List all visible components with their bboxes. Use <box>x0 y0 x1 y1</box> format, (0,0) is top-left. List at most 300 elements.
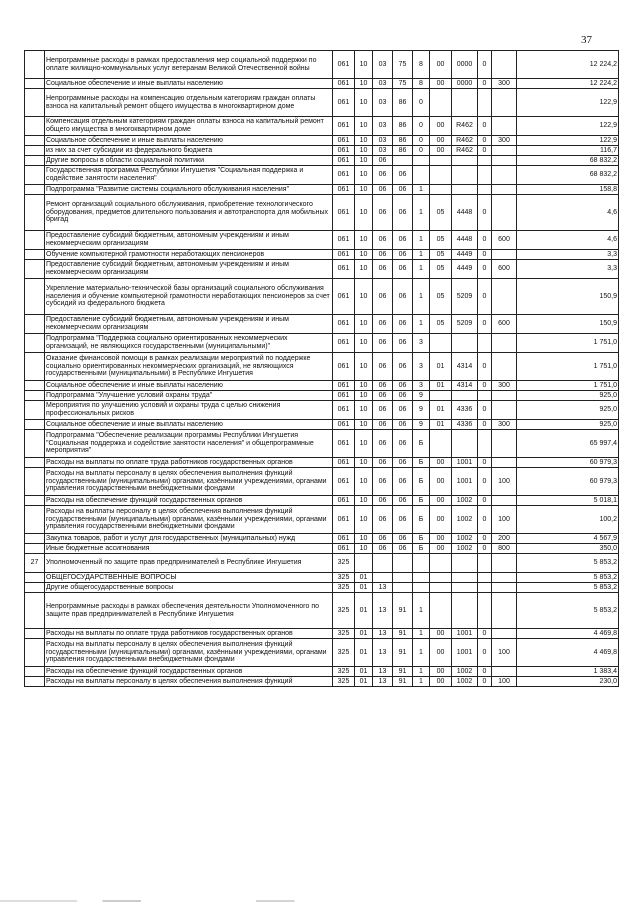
activity-code <box>430 554 452 573</box>
table-row <box>25 166 619 185</box>
section-code: 10 <box>355 401 373 420</box>
row-amount: 60 979,3 <box>517 468 619 496</box>
program-code: 06 <box>393 334 413 353</box>
direction-code: 1002 <box>452 506 478 534</box>
table-row <box>25 573 619 583</box>
activity-code: 05 <box>430 260 452 279</box>
extra-code <box>478 156 492 166</box>
table-row <box>25 677 619 687</box>
table-row <box>25 353 619 381</box>
subprogram-code <box>413 554 430 573</box>
subsection-code: 03 <box>373 79 393 89</box>
table-row <box>25 496 619 506</box>
section-code: 10 <box>355 117 373 136</box>
section-code <box>355 554 373 573</box>
ministry-code: 061 <box>333 136 355 146</box>
program-code: 06 <box>393 279 413 315</box>
extra-code: 0 <box>478 639 492 667</box>
ministry-code: 061 <box>333 401 355 420</box>
direction-code: 1002 <box>452 677 478 687</box>
extra-code: 0 <box>478 401 492 420</box>
row-name: Социальное обеспечение и иные выплаты населению <box>45 79 333 89</box>
subprogram-code: 1 <box>413 260 430 279</box>
ministry-code: 061 <box>333 51 355 79</box>
expense-type-code <box>492 185 517 195</box>
expense-type-code <box>492 496 517 506</box>
row-amount: 122,9 <box>517 117 619 136</box>
extra-code <box>478 166 492 185</box>
ministry-code: 061 <box>333 156 355 166</box>
activity-code: 00 <box>430 496 452 506</box>
row-number <box>25 315 45 334</box>
row-amount: 12 224,2 <box>517 51 619 79</box>
section-code: 01 <box>355 677 373 687</box>
row-number <box>25 279 45 315</box>
row-number <box>25 677 45 687</box>
subprogram-code: 8 <box>413 79 430 89</box>
ministry-code: 325 <box>333 639 355 667</box>
direction-code: 1001 <box>452 629 478 639</box>
subsection-code: 06 <box>373 468 393 496</box>
row-amount: 1 751,0 <box>517 381 619 391</box>
section-code: 10 <box>355 420 373 430</box>
direction-code <box>452 156 478 166</box>
table-row <box>25 334 619 353</box>
row-number <box>25 639 45 667</box>
row-amount: 12 224,2 <box>517 79 619 89</box>
row-number <box>25 430 45 458</box>
table-row <box>25 534 619 544</box>
subsection-code: 03 <box>373 117 393 136</box>
row-name: Социальное обеспечение и иные выплаты населению <box>45 381 333 391</box>
ministry-code: 061 <box>333 534 355 544</box>
row-number <box>25 391 45 401</box>
direction-code: 4314 <box>452 353 478 381</box>
ministry-code: 061 <box>333 506 355 534</box>
scan-edge-smudge <box>0 900 640 902</box>
row-name: Расходы на выплаты по оплате труда работников государственных органов <box>45 629 333 639</box>
subprogram-code: 0 <box>413 89 430 117</box>
extra-code: 0 <box>478 231 492 250</box>
expense-type-code: 300 <box>492 420 517 430</box>
program-code: 06 <box>393 185 413 195</box>
table-row <box>25 195 619 231</box>
expense-type-code <box>492 554 517 573</box>
activity-code <box>430 89 452 117</box>
program-code: 06 <box>393 231 413 250</box>
section-code: 10 <box>355 89 373 117</box>
expense-type-code: 300 <box>492 79 517 89</box>
extra-code <box>478 583 492 593</box>
activity-code <box>430 166 452 185</box>
expense-type-code <box>492 353 517 381</box>
direction-code: 1001 <box>452 639 478 667</box>
row-amount: 1 751,0 <box>517 334 619 353</box>
ministry-code: 061 <box>333 468 355 496</box>
section-code: 10 <box>355 156 373 166</box>
activity-code <box>430 334 452 353</box>
subprogram-code: 1 <box>413 315 430 334</box>
table-row <box>25 315 619 334</box>
expense-type-code <box>492 458 517 468</box>
row-name: Социальное обеспечение и иные выплаты населению <box>45 420 333 430</box>
row-name: Социальное обеспечение и иные выплаты населению <box>45 136 333 146</box>
subprogram-code: 9 <box>413 420 430 430</box>
subsection-code: 13 <box>373 583 393 593</box>
subsection-code: 06 <box>373 156 393 166</box>
subsection-code: 13 <box>373 667 393 677</box>
subsection-code: 03 <box>373 89 393 117</box>
subsection-code: 06 <box>373 381 393 391</box>
row-name: ОБЩЕГОСУДАРСТВЕННЫЕ ВОПРОСЫ <box>45 573 333 583</box>
extra-code: 0 <box>478 315 492 334</box>
activity-code: 05 <box>430 315 452 334</box>
budget-rows <box>25 51 619 687</box>
subprogram-code: 3 <box>413 381 430 391</box>
table-row <box>25 544 619 554</box>
activity-code <box>430 573 452 583</box>
expense-type-code <box>492 667 517 677</box>
expense-type-code <box>492 166 517 185</box>
row-amount: 350,0 <box>517 544 619 554</box>
program-code: 06 <box>393 534 413 544</box>
expense-type-code <box>492 583 517 593</box>
section-code: 10 <box>355 136 373 146</box>
direction-code <box>452 89 478 117</box>
row-amount: 925,0 <box>517 420 619 430</box>
row-amount: 150,9 <box>517 315 619 334</box>
row-number <box>25 231 45 250</box>
ministry-code: 061 <box>333 146 355 156</box>
direction-code: 1002 <box>452 544 478 554</box>
activity-code: 05 <box>430 231 452 250</box>
row-number <box>25 420 45 430</box>
ministry-code: 061 <box>333 315 355 334</box>
activity-code: 00 <box>430 506 452 534</box>
extra-code: 0 <box>478 534 492 544</box>
row-name: Подпрограмма "Развитие системы социального обслуживания населения" <box>45 185 333 195</box>
section-code: 10 <box>355 51 373 79</box>
extra-code <box>478 89 492 117</box>
activity-code: 00 <box>430 117 452 136</box>
program-code: 91 <box>393 667 413 677</box>
program-code: 06 <box>393 506 413 534</box>
table-row <box>25 468 619 496</box>
subsection-code <box>373 573 393 583</box>
row-name: Другие вопросы в области социальной политики <box>45 156 333 166</box>
row-amount: 158,8 <box>517 185 619 195</box>
direction-code <box>452 334 478 353</box>
subprogram-code: 1 <box>413 629 430 639</box>
row-number <box>25 593 45 629</box>
extra-code: 0 <box>478 250 492 260</box>
row-amount: 925,0 <box>517 391 619 401</box>
subprogram-code: 1 <box>413 250 430 260</box>
direction-code: 1002 <box>452 534 478 544</box>
subprogram-code: 1 <box>413 639 430 667</box>
extra-code: 0 <box>478 353 492 381</box>
row-number <box>25 496 45 506</box>
ministry-code: 325 <box>333 667 355 677</box>
activity-code: 01 <box>430 420 452 430</box>
program-code: 06 <box>393 430 413 458</box>
section-code: 10 <box>355 250 373 260</box>
direction-code <box>452 583 478 593</box>
row-number <box>25 250 45 260</box>
expense-type-code <box>492 117 517 136</box>
activity-code: 01 <box>430 353 452 381</box>
table-row <box>25 156 619 166</box>
activity-code: 00 <box>430 79 452 89</box>
program-code: 06 <box>393 353 413 381</box>
subprogram-code: Б <box>413 458 430 468</box>
expense-type-code <box>492 334 517 353</box>
row-number <box>25 334 45 353</box>
table-row <box>25 667 619 677</box>
row-name: Компенсация отдельным категориям граждан оплаты взноса на капитальный ремонт общего имущества в многоквартирном доме <box>45 117 333 136</box>
subsection-code: 06 <box>373 496 393 506</box>
subsection-code: 06 <box>373 334 393 353</box>
direction-code <box>452 573 478 583</box>
program-code: 06 <box>393 468 413 496</box>
extra-code: 0 <box>478 544 492 554</box>
row-number <box>25 260 45 279</box>
subprogram-code: 8 <box>413 51 430 79</box>
expense-type-code: 600 <box>492 260 517 279</box>
ministry-code: 061 <box>333 496 355 506</box>
extra-code: 0 <box>478 79 492 89</box>
row-amount: 4 469,8 <box>517 639 619 667</box>
row-amount: 3,3 <box>517 260 619 279</box>
expense-type-code: 100 <box>492 468 517 496</box>
row-amount: 4,6 <box>517 231 619 250</box>
expense-type-code: 200 <box>492 534 517 544</box>
row-amount: 5 853,2 <box>517 583 619 593</box>
direction-code: 1001 <box>452 458 478 468</box>
row-name: Подпрограмма "Поддержка социально ориентированных некоммерческих организаций, не являющихся государственными (муниципальными)" <box>45 334 333 353</box>
row-name: Непрограммные расходы в рамках предоставления мер социальной поддержки по оплате жилищно-коммунальных услуг ветеранам Великой Отечественной войны <box>45 51 333 79</box>
program-code: 06 <box>393 250 413 260</box>
row-name: Уполномоченный по защите прав предпринимателей в Республике Ингушетия <box>45 554 333 573</box>
direction-code: 4448 <box>452 231 478 250</box>
subsection-code: 06 <box>373 231 393 250</box>
extra-code: 0 <box>478 51 492 79</box>
program-code: 06 <box>393 166 413 185</box>
section-code: 10 <box>355 79 373 89</box>
subsection-code: 13 <box>373 639 393 667</box>
subsection-code: 13 <box>373 629 393 639</box>
section-code: 10 <box>355 506 373 534</box>
activity-code: 00 <box>430 136 452 146</box>
table-row <box>25 185 619 195</box>
ministry-code: 061 <box>333 544 355 554</box>
row-amount: 4 567,9 <box>517 534 619 544</box>
row-number <box>25 89 45 117</box>
section-code: 10 <box>355 468 373 496</box>
table-row <box>25 136 619 146</box>
activity-code: 01 <box>430 401 452 420</box>
row-number <box>25 136 45 146</box>
expense-type-code <box>492 430 517 458</box>
row-number <box>25 544 45 554</box>
row-name: Расходы на выплаты персоналу в целях обеспечения выполнения функций <box>45 677 333 687</box>
row-amount: 925,0 <box>517 401 619 420</box>
row-number <box>25 146 45 156</box>
direction-code: 4449 <box>452 260 478 279</box>
row-name: Расходы на выплаты персоналу в целях обеспечения выполнения функций государственными (муниципальными) органами, казёнными учреждениями, органами управления государственными внебюджетными фондами <box>45 506 333 534</box>
activity-code: 05 <box>430 250 452 260</box>
program-code: 91 <box>393 593 413 629</box>
subprogram-code: 3 <box>413 334 430 353</box>
subprogram-code <box>413 166 430 185</box>
row-name: Предоставление субсидий бюджетным, автономным учреждениям и иным некоммерческим организациям <box>45 231 333 250</box>
section-code: 10 <box>355 146 373 156</box>
row-name: Закупка товаров, работ и услуг для государственных (муниципальных) нужд <box>45 534 333 544</box>
row-amount: 65 997,4 <box>517 430 619 458</box>
activity-code <box>430 156 452 166</box>
subprogram-code: 0 <box>413 146 430 156</box>
direction-code: 5209 <box>452 279 478 315</box>
row-name: Непрограммные расходы в рамках обеспечения деятельности Уполномоченного по защите прав предпринимателей в Республике Ингушетия <box>45 593 333 629</box>
subprogram-code: 0 <box>413 136 430 146</box>
ministry-code: 061 <box>333 353 355 381</box>
subprogram-code: 1 <box>413 231 430 250</box>
table-row <box>25 260 619 279</box>
expense-type-code: 300 <box>492 381 517 391</box>
expense-type-code: 100 <box>492 639 517 667</box>
budget-table <box>24 50 619 687</box>
row-number <box>25 185 45 195</box>
subsection-code: 06 <box>373 534 393 544</box>
row-number <box>25 573 45 583</box>
activity-code: 00 <box>430 639 452 667</box>
ministry-code: 325 <box>333 583 355 593</box>
extra-code: 0 <box>478 629 492 639</box>
expense-type-code <box>492 250 517 260</box>
direction-code <box>452 391 478 401</box>
extra-code: 0 <box>478 496 492 506</box>
extra-code: 0 <box>478 146 492 156</box>
row-name: Мероприятия по улучшению условий и охраны труда с целью снижения профессиональных рисков <box>45 401 333 420</box>
activity-code: 05 <box>430 195 452 231</box>
program-code <box>393 156 413 166</box>
activity-code: 00 <box>430 146 452 156</box>
row-amount: 68 832,2 <box>517 156 619 166</box>
table-row <box>25 430 619 458</box>
subprogram-code: 1 <box>413 667 430 677</box>
subprogram-code <box>413 573 430 583</box>
ministry-code: 061 <box>333 430 355 458</box>
section-code: 01 <box>355 583 373 593</box>
ministry-code: 061 <box>333 381 355 391</box>
row-number <box>25 51 45 79</box>
subprogram-code: 1 <box>413 677 430 687</box>
section-code: 10 <box>355 544 373 554</box>
row-name: Подпрограмма "Улучшение условий охраны труда" <box>45 391 333 401</box>
program-code: 06 <box>393 420 413 430</box>
ministry-code: 061 <box>333 250 355 260</box>
section-code: 10 <box>355 334 373 353</box>
subsection-code: 06 <box>373 506 393 534</box>
section-code: 10 <box>355 260 373 279</box>
subsection-code: 06 <box>373 195 393 231</box>
row-amount: 60 979,3 <box>517 458 619 468</box>
section-code: 10 <box>355 458 373 468</box>
table-row <box>25 89 619 117</box>
row-name: Оказание финансовой помощи в рамках реализации мероприятий по поддержке социально ориентированных некоммерческих организаций, не являющихся государственными (муниципальными) в Республике Ингушетия <box>45 353 333 381</box>
table-row <box>25 146 619 156</box>
program-code: 86 <box>393 136 413 146</box>
section-code: 10 <box>355 166 373 185</box>
direction-code <box>452 593 478 629</box>
program-code: 91 <box>393 629 413 639</box>
table-row <box>25 629 619 639</box>
table-row <box>25 593 619 629</box>
row-number <box>25 166 45 185</box>
table-row <box>25 506 619 534</box>
row-amount: 5 018,1 <box>517 496 619 506</box>
direction-code: 1001 <box>452 468 478 496</box>
ministry-code: 061 <box>333 260 355 279</box>
section-code: 10 <box>355 279 373 315</box>
row-name: Расходы на выплаты персоналу в целях обеспечения выполнения функций государственными (муниципальными) органами, казёнными учреждениями, органами управления государственными внебюджетными фондами <box>45 639 333 667</box>
extra-code: 0 <box>478 260 492 279</box>
direction-code: R462 <box>452 146 478 156</box>
row-name: Расходы на выплаты по оплате труда работников государственных органов <box>45 458 333 468</box>
extra-code: 0 <box>478 468 492 496</box>
expense-type-code <box>492 629 517 639</box>
section-code: 01 <box>355 593 373 629</box>
table-row <box>25 583 619 593</box>
subsection-code <box>373 554 393 573</box>
direction-code: 4449 <box>452 250 478 260</box>
extra-code <box>478 334 492 353</box>
ministry-code: 325 <box>333 629 355 639</box>
expense-type-code: 100 <box>492 677 517 687</box>
program-code: 06 <box>393 401 413 420</box>
expense-type-code <box>492 146 517 156</box>
extra-code <box>478 554 492 573</box>
activity-code: 00 <box>430 51 452 79</box>
subprogram-code: Б <box>413 506 430 534</box>
section-code: 10 <box>355 231 373 250</box>
ministry-code: 325 <box>333 677 355 687</box>
expense-type-code <box>492 279 517 315</box>
program-code: 86 <box>393 89 413 117</box>
table-row <box>25 401 619 420</box>
program-code: 06 <box>393 496 413 506</box>
subsection-code: 06 <box>373 315 393 334</box>
direction-code: 4448 <box>452 195 478 231</box>
row-number <box>25 381 45 391</box>
row-name: Расходы на обеспечение функций государственных органов <box>45 667 333 677</box>
subprogram-code: 0 <box>413 117 430 136</box>
subprogram-code: 1 <box>413 279 430 315</box>
subprogram-code <box>413 583 430 593</box>
ministry-code: 061 <box>333 117 355 136</box>
direction-code: 5209 <box>452 315 478 334</box>
row-amount: 68 832,2 <box>517 166 619 185</box>
direction-code: 1002 <box>452 496 478 506</box>
activity-code: 05 <box>430 279 452 315</box>
row-number <box>25 156 45 166</box>
expense-type-code <box>492 391 517 401</box>
program-code <box>393 583 413 593</box>
subprogram-code <box>413 156 430 166</box>
row-amount: 116,7 <box>517 146 619 156</box>
direction-code: 1002 <box>452 667 478 677</box>
ministry-code: 325 <box>333 593 355 629</box>
